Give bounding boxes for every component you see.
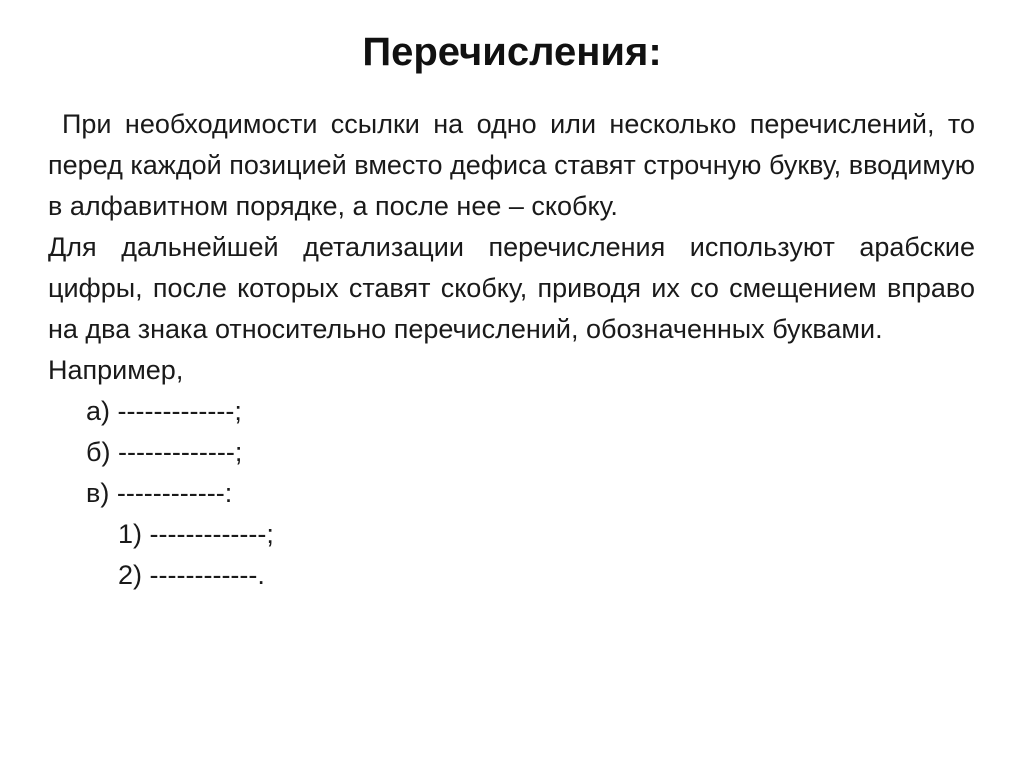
example-intro: Например, bbox=[48, 355, 184, 385]
sublist-item-2: 2) ------------. bbox=[118, 560, 265, 590]
sublist-item-1: 1) -------------; bbox=[118, 519, 274, 549]
slide-title: Перечисления: bbox=[362, 30, 662, 74]
paragraph-detailing: Для дальнейшей детализации перечисления используют арабские цифры, после которых ставят скобку, приводя их со смещением вправо на два знака относительно перечислений, обозначенных буквами. bbox=[48, 232, 975, 344]
list-item-a: а) -------------; bbox=[86, 396, 242, 426]
paragraph-references: При необходимости ссылки на одно или несколько перечислений, то перед каждой позицией вместо дефиса ставят строчную букву, вводимую в алфавитном порядке, а после нее – скобку. bbox=[48, 109, 975, 221]
list-item-b: б) -------------; bbox=[86, 437, 243, 467]
list-item-v: в) ------------: bbox=[86, 478, 233, 508]
slide-body bbox=[48, 104, 975, 596]
